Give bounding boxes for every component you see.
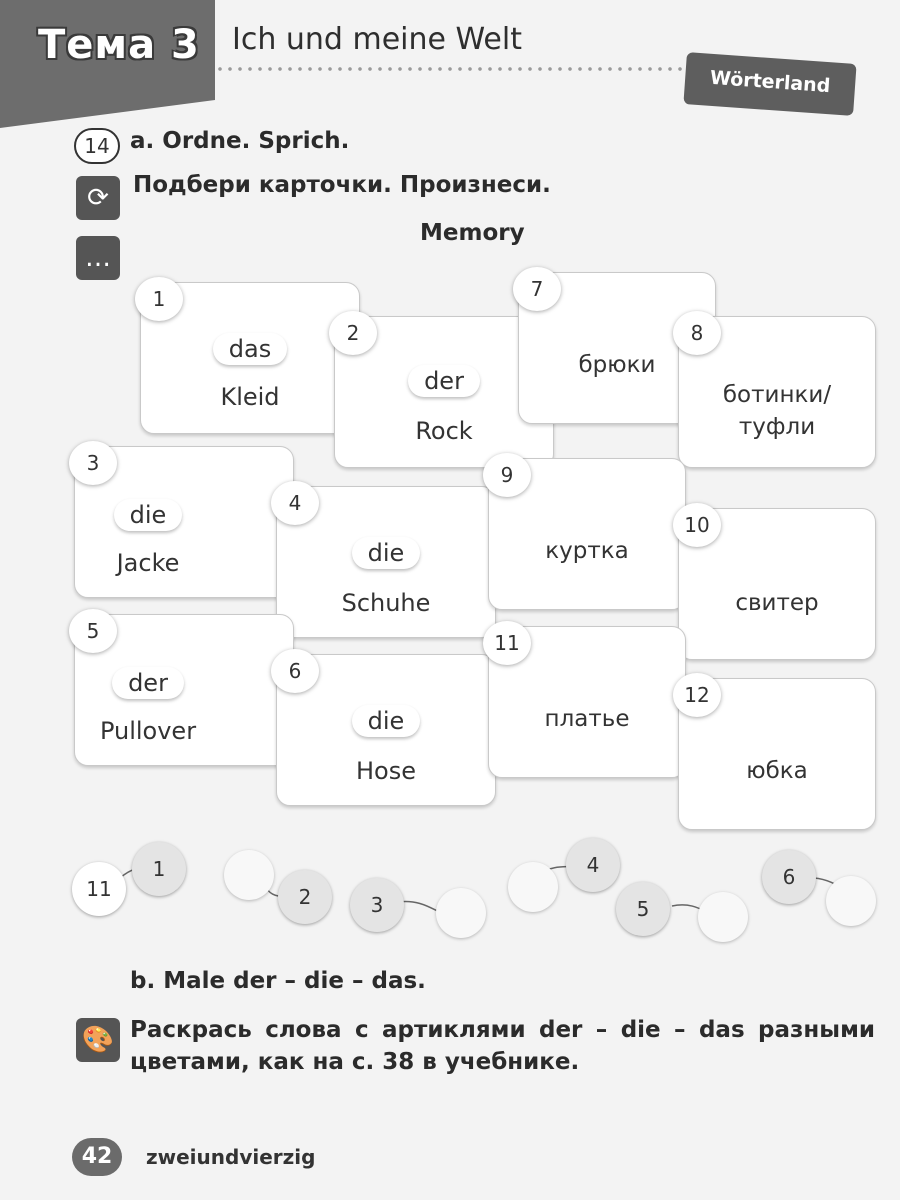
empty-ball: [698, 892, 748, 942]
topic-label: Тема 3: [38, 22, 200, 68]
card-article: die: [352, 537, 421, 569]
section-tag-label: Wörterland: [709, 66, 832, 98]
ball-number: 3: [350, 878, 404, 932]
page-number: 42: [72, 1138, 122, 1176]
card-translation-line2: туфли: [738, 414, 816, 440]
card-number: 5: [69, 609, 117, 653]
card-number: 8: [673, 311, 721, 355]
card-number: 10: [673, 503, 721, 547]
page-title: Ich und meine Welt: [232, 22, 522, 57]
card-article: die: [352, 705, 421, 737]
task-number: 14: [74, 128, 120, 164]
card-number: 9: [483, 453, 531, 497]
card-translation-line1: ботинки/: [722, 382, 832, 408]
refresh-icon: ⟳: [76, 176, 120, 220]
card-translation: свитер: [735, 590, 819, 616]
card-noun: Rock: [415, 417, 473, 445]
empty-ball: [224, 850, 274, 900]
task-instruction-ru: Подбери карточки. Произнеси.: [133, 172, 551, 198]
ball-number: 2: [278, 870, 332, 924]
page-number-word: zweiundvierzig: [146, 1145, 316, 1169]
card-article: die: [114, 499, 183, 531]
card-number: 1: [135, 277, 183, 321]
memory-card-10[interactable]: [678, 508, 876, 660]
ball-number: 1: [132, 842, 186, 896]
card-noun: Pullover: [99, 717, 197, 745]
section-tag: [683, 52, 856, 116]
card-number: 6: [271, 649, 319, 693]
card-translation: куртка: [545, 538, 629, 564]
memory-card-1[interactable]: [140, 282, 360, 434]
memory-card-3[interactable]: [74, 446, 294, 598]
task-b-instruction-de: b. Male der – die – das.: [130, 968, 426, 994]
card-translation: юбка: [746, 758, 808, 784]
card-article: das: [213, 333, 287, 365]
memory-card-4[interactable]: [276, 486, 496, 638]
palette-icon: 🎨: [76, 1018, 120, 1062]
memory-card-12[interactable]: [678, 678, 876, 830]
ball-number: 5: [616, 882, 670, 936]
card-number: 3: [69, 441, 117, 485]
speech-bubble-icon: …: [76, 236, 120, 280]
card-number: 12: [673, 673, 721, 717]
ball-number: 6: [762, 850, 816, 904]
memory-card-5[interactable]: [74, 614, 294, 766]
card-noun: Schuhe: [341, 589, 431, 617]
card-number: 7: [513, 267, 561, 311]
task-instruction-de: a. Ordne. Sprich.: [130, 128, 350, 154]
card-translation: брюки: [578, 352, 656, 378]
dotted-divider: [215, 66, 695, 72]
empty-ball: [436, 888, 486, 938]
memory-card-8[interactable]: [678, 316, 876, 468]
memory-card-6[interactable]: [276, 654, 496, 806]
card-article: der: [112, 667, 184, 699]
card-article: der: [408, 365, 480, 397]
card-number: 11: [483, 621, 531, 665]
card-number: 4: [271, 481, 319, 525]
game-title: Memory: [420, 220, 525, 246]
card-translation: платье: [544, 706, 630, 732]
empty-ball: [508, 862, 558, 912]
ball-number: 4: [566, 838, 620, 892]
card-noun: Jacke: [116, 549, 180, 577]
empty-ball: [826, 876, 876, 926]
memory-card-9[interactable]: [488, 458, 686, 610]
memory-card-11[interactable]: [488, 626, 686, 778]
card-noun: Hose: [356, 757, 416, 785]
ball-number: 11: [72, 862, 126, 916]
card-number: 2: [329, 311, 377, 355]
card-noun: Kleid: [220, 383, 280, 411]
task-b-instruction-ru: Раскрась слова с артиклями der – die – das разными цветами, как на с. 38 в учебнике.: [130, 1017, 875, 1075]
